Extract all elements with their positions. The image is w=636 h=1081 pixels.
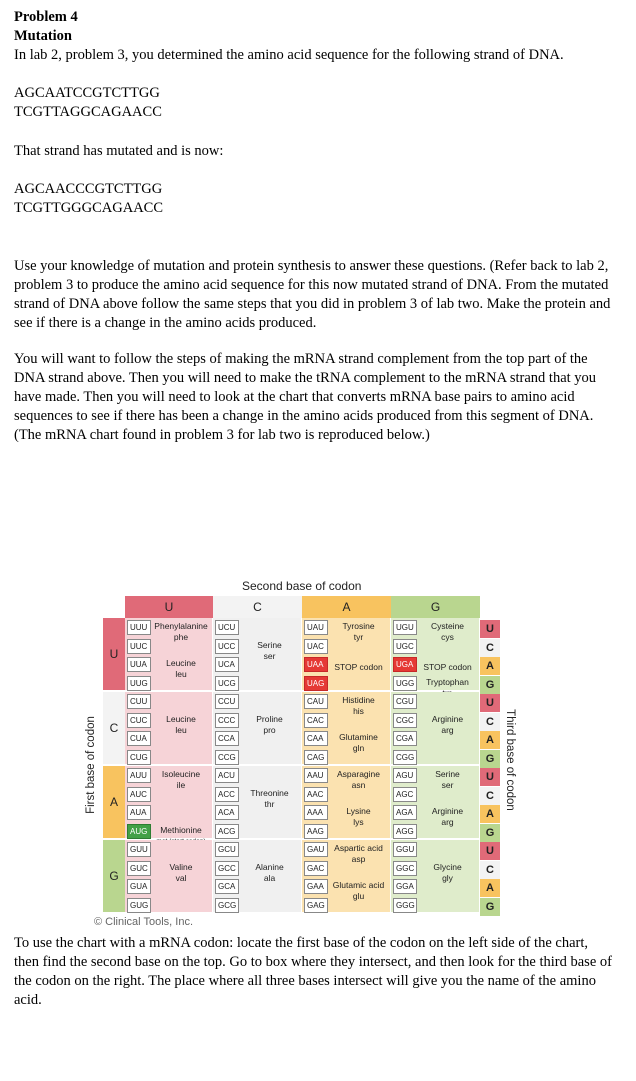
codon-gca: GCA [215, 879, 239, 894]
first-base-u: U [109, 647, 119, 661]
amino-acid-abbrev: ile [176, 780, 186, 790]
third-base-u: U [480, 620, 500, 638]
codon-cca: CCA [215, 731, 239, 746]
third-base-c: C [480, 713, 500, 731]
original-dna-top: AGCAATCCGTCTTGG [14, 85, 160, 101]
codon-aac: AAC [304, 787, 328, 802]
amino-acid-abbrev: phe [173, 632, 189, 642]
amino-acid-abbrev: cys [441, 632, 454, 642]
codon-grid [82, 575, 522, 915]
third-base-u: U [480, 694, 500, 712]
amino-acid-name: Aspartic acid [334, 843, 383, 853]
codon-aua: AUA [127, 805, 151, 820]
amino-acid-name: Glutamic acid [332, 880, 385, 890]
amino-acid-abbrev: tyr [353, 632, 364, 642]
codon-cuc: CUC [127, 713, 151, 728]
third-base-title: Third base of codon [504, 709, 516, 811]
codon-guc: GUC [127, 861, 151, 876]
amino-acid-abbrev: his [353, 706, 364, 716]
codon-uaa: UAA [304, 657, 328, 672]
codon-uau: UAU [304, 620, 328, 635]
amino-acid-name: Arginine [431, 806, 464, 816]
codon-uua: UUA [127, 657, 151, 672]
codon-aau: AAU [304, 768, 328, 783]
codon-cgu: CGU [393, 694, 417, 709]
codon-uca: UCA [215, 657, 239, 672]
third-base-g: G [480, 750, 500, 768]
amino-acid-name: Leucine [166, 658, 196, 668]
amino-acid-abbrev: lys [353, 817, 364, 827]
codon-gac: GAC [304, 861, 328, 876]
codon-auu: AUU [127, 768, 151, 783]
codon-gga: GGA [393, 879, 417, 894]
problem-title: Problem 4 [14, 9, 78, 25]
amino-acid-name: Tyrosine [342, 621, 375, 631]
codon-agu: AGU [393, 768, 417, 783]
third-base-a: A [480, 805, 500, 823]
amino-acid-name: Isoleucine [161, 769, 201, 779]
codon-ggg: GGG [393, 898, 417, 913]
codon-cgg: CGG [393, 750, 417, 765]
amino-acid-abbrev: thr [264, 798, 275, 809]
codon-cuu: CUU [127, 694, 151, 709]
codon-ugu: UGU [393, 620, 417, 635]
codon-cag: CAG [304, 750, 328, 765]
codon-uug: UUG [127, 676, 151, 691]
third-base-u: U [480, 842, 500, 860]
second-base-title: Second base of codon [242, 579, 362, 593]
amino-acid-name: STOP codon [334, 662, 383, 672]
codon-ccu: CCU [215, 694, 239, 709]
codon-uac: UAC [304, 639, 328, 654]
amino-acid-name: Tryptophan [426, 676, 469, 687]
amino-acid-name: Threonine [250, 787, 289, 798]
mutated-dna-top: AGCAACCCGTCTTGG [14, 181, 163, 197]
codon-gaa: GAA [304, 879, 328, 894]
codon-cga: CGA [393, 731, 417, 746]
codon-gcc: GCC [215, 861, 239, 876]
amino-acid-name: Arginine [431, 713, 464, 724]
copyright-credit: © Clinical Tools, Inc. [94, 916, 193, 928]
codon-cgc: CGC [393, 713, 417, 728]
codon-ucc: UCC [215, 639, 239, 654]
second-base-u: U [125, 596, 213, 618]
second-base-a: A [302, 596, 391, 618]
amino-acid-name: STOP codon [423, 662, 472, 672]
codon-acc: ACC [215, 787, 239, 802]
third-base-a: A [480, 879, 500, 897]
amino-acid-abbrev: gly [442, 872, 453, 883]
amino-acid-name: Cysteine [430, 621, 465, 631]
third-base-c: C [480, 639, 500, 657]
amino-acid-name: Glycine [433, 861, 462, 872]
amino-acid-name: Asparagine [336, 769, 380, 779]
codon-uga: UGA [393, 657, 417, 672]
codon-gau: GAU [304, 842, 328, 857]
codon-agc: AGC [393, 787, 417, 802]
amino-acid-name: Leucine [166, 713, 196, 724]
first-base-a: A [109, 795, 118, 809]
codon-guu: GUU [127, 842, 151, 857]
codon-ggu: GGU [393, 842, 417, 857]
codon-ccg: CCG [215, 750, 239, 765]
codon-aca: ACA [215, 805, 239, 820]
amino-acid-name: Proline [256, 713, 283, 724]
amino-acid-name: Methionine [160, 824, 202, 835]
amino-acid-abbrev: arg [441, 724, 454, 735]
codon-gcu: GCU [215, 842, 239, 857]
codon-aga: AGA [393, 805, 417, 820]
codon-gua: GUA [127, 879, 151, 894]
codon-cac: CAC [304, 713, 328, 728]
amino-acid-name: Glutamine [339, 732, 378, 742]
amino-acid-name: Serine [435, 769, 460, 779]
third-base-u: U [480, 768, 500, 786]
codon-ucg: UCG [215, 676, 239, 691]
third-base-c: C [480, 861, 500, 879]
amino-acid-abbrev: gln [352, 743, 365, 753]
codon-acg: ACG [215, 824, 239, 839]
intro-text: In lab 2, problem 3, you determined the amino acid sequence for the following strand of DNA. [14, 47, 564, 63]
second-base-c: C [213, 596, 302, 618]
amino-acid-abbrev: ser [441, 780, 454, 790]
amino-acid-name: Lysine [346, 806, 371, 816]
codon-ggc: GGC [393, 861, 417, 876]
codon-aaa: AAA [304, 805, 328, 820]
third-base-g: G [480, 676, 500, 694]
amino-acid-abbrev: ala [263, 872, 276, 883]
amino-acid-abbrev: leu [175, 724, 187, 735]
instructions-paragraph-1: Use your knowledge of mutation and protein synthesis to answer these questions. (Refer back to lab 2, problem 3 to produce the amino acid sequence for this now mutated strand of DNA. From the mutated strand of DNA above follow the same steps that you did in problem 3 of lab two. Make the protein and see if there is a change in the amino acids produced. [14, 258, 611, 331]
amino-acid-abbrev: asn [351, 780, 366, 790]
instructions-paragraph-3: To use the chart with a mRNA codon: locate the first base of the codon on the left side of the chart, then find the second base on the top. Go to box where they intersect, and then look for the third base of the codon on the right. The place where all three bases intersect will give you the name of the amino acid. [14, 935, 612, 1008]
codon-cua: CUA [127, 731, 151, 746]
codon-cau: CAU [304, 694, 328, 709]
first-base-g: G [109, 869, 119, 883]
second-base-g: G [391, 596, 480, 618]
codon-agg: AGG [393, 824, 417, 839]
third-base-g: G [480, 898, 500, 916]
codon-aug: AUG [127, 824, 151, 839]
codon-gag: GAG [304, 898, 328, 913]
first-base-c: C [109, 721, 119, 735]
codon-ugc: UGC [393, 639, 417, 654]
codon-aag: AAG [304, 824, 328, 839]
codon-cug: CUG [127, 750, 151, 765]
amino-acid-abbrev: asp [351, 854, 366, 864]
topic-title: Mutation [14, 28, 72, 44]
amino-acid-name: Serine [257, 639, 282, 650]
instructions-paragraph-2: You will want to follow the steps of making the mRNA strand complement from the top part of the DNA strand above. Then you will need to make the tRNA complement to the mRNA strand that you have made. Then you will need to look at the chart that converts mRNA base pairs to amino acid sequences to see if there has been a change in the amino acids produced from this segment of DNA. (The mRNA chart found in problem 3 for lab two is reproduced below.) [14, 351, 597, 443]
codon-ucu: UCU [215, 620, 239, 635]
codon-acu: ACU [215, 768, 239, 783]
amino-acid-name: Phenylalanine [154, 621, 208, 631]
amino-acid-abbrev: arg [441, 817, 454, 827]
original-dna-bottom: TCGTTAGGCAGAACC [14, 104, 162, 120]
amino-acid-abbrev: glu [352, 891, 365, 901]
third-base-a: A [480, 731, 500, 749]
mutated-label: That strand has mutated and is now: [14, 143, 224, 159]
third-base-c: C [480, 787, 500, 805]
amino-acid-name: Valine [169, 861, 193, 872]
codon-auc: AUC [127, 787, 151, 802]
first-base-title: First base of codon [85, 716, 97, 814]
amino-acid-abbrev: val [175, 872, 187, 883]
amino-acid-name: Alanine [255, 861, 284, 872]
codon-uuu: UUU [127, 620, 151, 635]
codon-gcg: GCG [215, 898, 239, 913]
amino-acid-abbrev: pro [263, 724, 276, 735]
amino-acid-name: Histidine [342, 695, 375, 705]
codon-uuc: UUC [127, 639, 151, 654]
codon-uag: UAG [304, 676, 328, 691]
mutated-dna-bottom: TCGTTGGGCAGAACC [14, 200, 164, 216]
codon-ccc: CCC [215, 713, 239, 728]
codon-caa: CAA [304, 731, 328, 746]
amino-acid-abbrev: leu [175, 669, 187, 679]
third-base-g: G [480, 824, 500, 842]
codon-chart [82, 575, 522, 931]
amino-acid-abbrev: ser [263, 650, 276, 661]
third-base-a: A [480, 657, 500, 675]
codon-gug: GUG [127, 898, 151, 913]
codon-ugg: UGG [393, 676, 417, 691]
